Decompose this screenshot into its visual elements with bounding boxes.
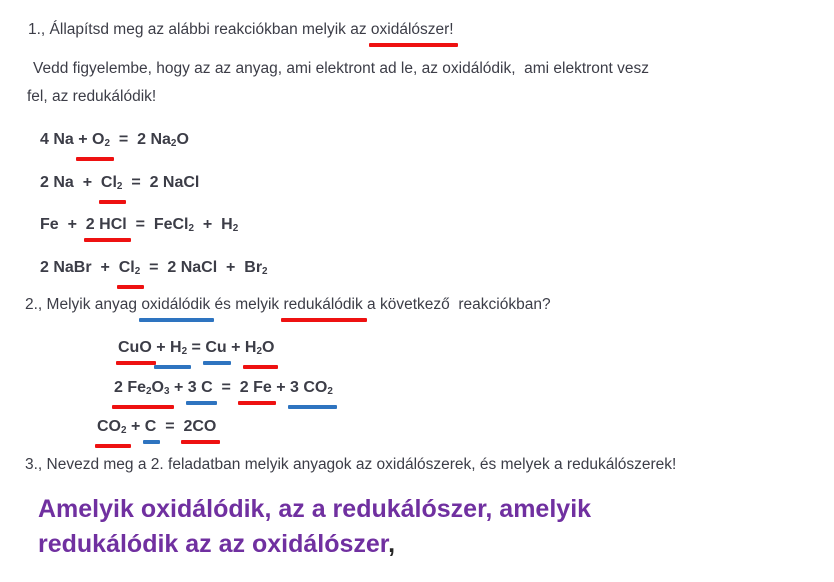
equation-co2-c: $CO_2 + C = 2CO$ [97,416,216,442]
answer-line-1: Amelyik oxidálódik, az a redukálószer, amelyik [38,495,592,523]
equation-cuo-h2: CuO + $H_2 = Cu + H_2O$ [118,337,274,363]
equation-na-o2: 4 $Na + O_2 = 2$ $Na_2O$ [40,129,189,155]
equation-fe-hcl: Fe + 2 HCl = FeCl$_2$ + $H_2$ [40,216,239,235]
answer-line-2: redukálódik az az oxidálószer, [38,530,396,558]
task3-title: 3., Nevezd meg a 2. feladatban melyik anyagok az oxidálószerek, és melyek a redukálószerek! [25,456,677,473]
equation-na-cl2: 2 $Na + Cl_2 = 2$ NaCl [40,172,199,198]
task1-title: 1., Állapítsd meg az alábbi reakciókban melyik az oxidálószer! [28,19,454,41]
equation-fe2o3-c: 2 $Fe_2O_3 + 3$ C = 2 Fe + 3 $CO_2$ [114,377,333,403]
task2-title: 2., Melyik anyag oxidálódik és melyik redukálódik a következő reakciókban? [25,294,551,316]
equation-nabr-cl2: 2 NaBr + $Cl_2 = 2$ NaCl + $Br_2$ [40,257,268,283]
hint-line-1: Vedd figyelembe, hogy az az anyag, ami elektront ad le, az oxidálódik, ami elektront vesz [33,60,650,77]
hint-line-2: fel, az redukálódik! [27,88,157,105]
